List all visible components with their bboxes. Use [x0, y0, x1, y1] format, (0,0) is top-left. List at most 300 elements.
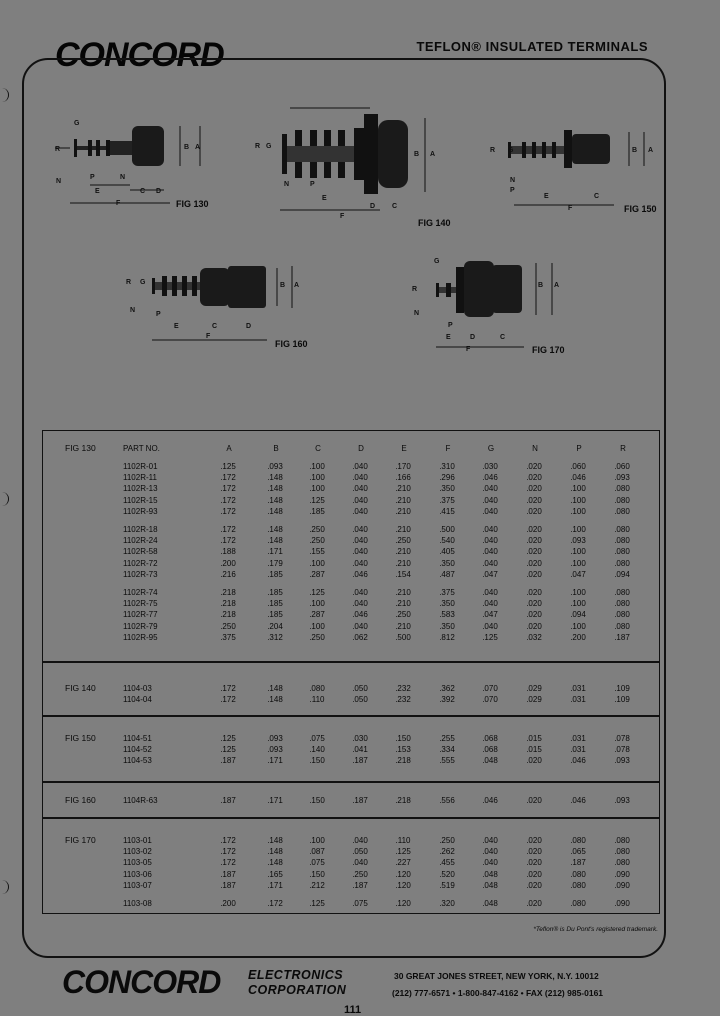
binder-hole-mark	[0, 88, 9, 102]
dimension-value: .047	[482, 569, 498, 579]
dimension-value: .392	[439, 695, 455, 705]
dimension-value: .046	[570, 473, 586, 483]
table-group-fig-130	[42, 430, 660, 662]
dim-label-e: E	[174, 323, 179, 330]
dimension-value: .210	[395, 599, 411, 609]
dimension-value: .120	[395, 869, 411, 879]
dimension-value: .080	[614, 495, 630, 505]
dimension-value: .125	[220, 745, 236, 755]
part-number: 1102R-58	[123, 547, 158, 557]
dimension-value: .094	[570, 610, 586, 620]
dimension-value: .218	[220, 588, 236, 597]
dim-label-d: D	[156, 188, 162, 195]
dimension-value: .172	[220, 836, 236, 845]
dimension-value: .100	[570, 621, 586, 631]
dimension-value: .093	[614, 473, 630, 483]
dim-label-r: R	[55, 146, 61, 153]
dimension-value: .350	[439, 484, 455, 494]
dimension-value: .334	[439, 745, 455, 755]
dimension-value: .062	[352, 632, 368, 642]
dimension-value: .020	[526, 610, 542, 620]
dimension-value: .048	[482, 899, 498, 908]
dimension-value: .080	[614, 858, 630, 868]
dimension-value: .093	[267, 462, 283, 471]
dim-label-f: F	[568, 205, 573, 212]
dimension-value: .148	[267, 858, 283, 868]
table-fig-label: FIG 130	[65, 443, 96, 453]
dimension-value: .068	[482, 734, 498, 743]
table-fig-label: FIG 160	[65, 795, 96, 805]
dimension-value: .232	[395, 695, 411, 705]
dimension-value: .040	[482, 621, 498, 631]
dimension-value: .100	[570, 588, 586, 597]
dimension-value: .041	[352, 745, 368, 755]
dimension-value: .172	[220, 506, 236, 516]
dimension-value: .405	[439, 547, 455, 557]
dim-label-g: G	[508, 147, 514, 154]
dimension-value: .487	[439, 569, 455, 579]
part-number: 1102R-75	[123, 599, 158, 609]
dimension-value: .500	[439, 525, 455, 534]
table-row	[43, 744, 661, 755]
dimension-value: .040	[352, 495, 368, 505]
dimension-value: .015	[526, 745, 542, 755]
table-header-row	[43, 443, 661, 454]
company-name-line1: ELECTRONICS	[248, 968, 344, 982]
dimension-value: .020	[526, 484, 542, 494]
dimension-value: .020	[526, 796, 542, 805]
dimension-value: .120	[395, 880, 411, 890]
dimension-value: .218	[395, 756, 411, 766]
dimension-value: .046	[352, 569, 368, 579]
dimension-value: .078	[614, 734, 630, 743]
table-row	[43, 461, 661, 472]
dimension-value: .046	[570, 796, 586, 805]
dimension-value: .287	[309, 610, 325, 620]
dimension-value: .310	[439, 462, 455, 471]
table-row	[43, 587, 661, 598]
dimension-value: .031	[570, 695, 586, 705]
table-fig-label: FIG 170	[65, 835, 96, 845]
dimension-value: .080	[570, 869, 586, 879]
dimension-value: .093	[570, 536, 586, 546]
dimension-value: .100	[309, 473, 325, 483]
part-number: 1102R-01	[123, 462, 158, 471]
table-row	[43, 795, 661, 806]
dim-label-f: F	[116, 200, 121, 207]
dimension-value: .100	[309, 599, 325, 609]
dimension-value: .040	[482, 525, 498, 534]
dimension-value: .040	[352, 588, 368, 597]
part-number: 1103-01	[123, 836, 152, 845]
table-row	[43, 880, 661, 891]
column-header: G	[487, 444, 495, 453]
dimension-value: .040	[482, 495, 498, 505]
dimension-value: .100	[570, 547, 586, 557]
dim-label-n2: N	[120, 174, 126, 181]
dimension-value: .148	[267, 484, 283, 494]
fig-150-drawing	[484, 120, 664, 215]
dimension-value: .153	[395, 745, 411, 755]
dim-label-f: F	[206, 333, 211, 340]
dimension-value: .109	[614, 695, 630, 705]
dimension-table	[42, 430, 660, 914]
dimension-value: .110	[395, 836, 411, 845]
fig-150-label: FIG 150	[624, 204, 657, 214]
table-row	[43, 506, 661, 517]
dim-label-d: D	[370, 203, 376, 210]
part-number: 1103-08	[123, 899, 152, 908]
dimension-value: .171	[267, 756, 283, 766]
dimension-value: .540	[439, 536, 455, 546]
dimension-value: .172	[220, 484, 236, 494]
dimension-value: .210	[395, 558, 411, 568]
column-header: N	[532, 444, 538, 453]
dimension-value: .080	[614, 525, 630, 534]
dim-label-e: E	[544, 193, 549, 200]
dimension-value: .287	[309, 569, 325, 579]
dimension-value: .020	[526, 547, 542, 557]
dimension-value: .040	[352, 558, 368, 568]
table-row	[43, 535, 661, 546]
dim-label-n: N	[56, 178, 62, 185]
table-row	[43, 524, 661, 535]
dimension-value: .148	[267, 495, 283, 505]
dimension-value: .100	[309, 484, 325, 494]
fig-160-label: FIG 160	[275, 339, 308, 349]
dimension-value: .210	[395, 495, 411, 505]
dimension-value: .065	[570, 847, 586, 857]
table-group-fig-170	[42, 818, 660, 914]
dim-label-c: C	[392, 203, 398, 210]
dim-label-b: B	[632, 147, 638, 154]
dimension-value: .075	[352, 899, 368, 908]
column-header: C	[315, 444, 321, 453]
company-name	[248, 968, 346, 998]
dimension-value: .080	[614, 536, 630, 546]
dim-label-g: G	[74, 120, 80, 127]
part-number: 1102R-13	[123, 484, 158, 494]
dimension-value: .093	[614, 756, 630, 766]
dimension-value: .100	[570, 525, 586, 534]
dimension-value: .046	[570, 756, 586, 766]
dimension-value: .100	[309, 558, 325, 568]
dimension-value: .080	[309, 684, 325, 693]
dimension-value: .029	[526, 695, 542, 705]
dimension-value: .080	[614, 610, 630, 620]
dimension-value: .350	[439, 621, 455, 631]
dimension-value: .185	[267, 610, 283, 620]
dimension-value: .148	[267, 536, 283, 546]
dimension-value: .110	[309, 695, 325, 705]
dim-label-a: A	[648, 147, 654, 154]
dimension-value: .100	[309, 621, 325, 631]
dim-label-g: G	[434, 258, 440, 265]
column-header: P	[576, 444, 582, 453]
dimension-value: .148	[267, 525, 283, 534]
dim-label-b: B	[184, 144, 190, 151]
dimension-value: .556	[439, 796, 455, 805]
dimension-value: .375	[439, 495, 455, 505]
dimension-value: .172	[220, 684, 236, 693]
column-header: B	[273, 444, 279, 453]
dimension-value: .218	[395, 796, 411, 805]
column-header: PART NO.	[123, 444, 160, 453]
dimension-value: .125	[309, 899, 325, 908]
dim-label-p: P	[510, 187, 515, 194]
dimension-value: .093	[614, 796, 630, 805]
column-header: E	[401, 444, 407, 453]
dimension-value: .150	[309, 796, 325, 805]
table-row	[43, 483, 661, 494]
dimension-value: .080	[614, 588, 630, 597]
part-number: 1102R-72	[123, 558, 158, 568]
dimension-value: .583	[439, 610, 455, 620]
dimension-value: .320	[439, 899, 455, 908]
dim-label-p: P	[156, 311, 161, 318]
dim-label-e: E	[322, 195, 327, 202]
dimension-value: .187	[614, 632, 630, 642]
dimension-value: .080	[570, 899, 586, 908]
dimension-value: .187	[220, 796, 236, 805]
dimension-value: .204	[267, 621, 283, 631]
dimension-value: .020	[526, 506, 542, 516]
fig-140-label: FIG 140	[418, 218, 451, 228]
dimension-value: .048	[482, 869, 498, 879]
fig-170-label: FIG 170	[532, 345, 565, 355]
part-number: 1102R-11	[123, 473, 157, 483]
part-number: 1104-04	[123, 695, 152, 705]
dimension-value: .350	[439, 558, 455, 568]
table-row	[43, 472, 661, 483]
dimension-value: .100	[570, 506, 586, 516]
dimension-value: .210	[395, 621, 411, 631]
dimension-value: .080	[614, 558, 630, 568]
dimension-value: .090	[614, 880, 630, 890]
dim-label-p: P	[310, 181, 315, 188]
dimension-value: .185	[309, 506, 325, 516]
fig-170-drawing	[406, 253, 566, 353]
column-header: D	[358, 444, 364, 453]
dimension-value: .125	[482, 632, 498, 642]
dimension-value: .150	[309, 869, 325, 879]
table-row	[43, 621, 661, 632]
dimension-value: .120	[395, 899, 411, 908]
dimension-value: .250	[220, 621, 236, 631]
dimension-value: .068	[482, 745, 498, 755]
dim-label-e: E	[446, 334, 451, 341]
dimension-value: .031	[570, 684, 586, 693]
dimension-value: .020	[526, 858, 542, 868]
dimension-value: .171	[267, 880, 283, 890]
dim-label-f: F	[340, 213, 345, 220]
dimension-value: .100	[309, 462, 325, 471]
dimension-value: .040	[482, 599, 498, 609]
dimension-value: .046	[482, 473, 498, 483]
dimension-value: .040	[352, 621, 368, 631]
dimension-value: .020	[526, 462, 542, 471]
column-header: R	[620, 444, 626, 453]
dim-label-r: R	[126, 279, 132, 286]
dimension-value: .020	[526, 558, 542, 568]
dimension-value: .080	[570, 880, 586, 890]
dimension-value: .040	[352, 473, 368, 483]
dim-label-c: C	[500, 334, 506, 341]
dim-label-c: C	[212, 323, 218, 330]
dimension-value: .020	[526, 847, 542, 857]
part-number: 1104-53	[123, 756, 152, 766]
dimension-value: .040	[352, 599, 368, 609]
part-number: 1103-02	[123, 847, 152, 857]
table-row	[43, 609, 661, 620]
dimension-value: .519	[439, 880, 455, 890]
dimension-value: .020	[526, 536, 542, 546]
column-header: F	[445, 444, 451, 453]
dimension-value: .250	[309, 536, 325, 546]
dimension-value: .185	[267, 569, 283, 579]
dimension-value: .040	[352, 836, 368, 845]
dimension-value: .040	[482, 558, 498, 568]
dim-label-p: P	[448, 322, 453, 329]
table-row	[43, 569, 661, 580]
table-group-fig-150	[42, 716, 660, 782]
dimension-value: .020	[526, 569, 542, 579]
table-row	[43, 683, 661, 694]
dim-label-c: C	[140, 188, 146, 195]
dimension-value: .048	[482, 880, 498, 890]
dimension-value: .148	[267, 684, 283, 693]
dim-label-r: R	[255, 143, 261, 150]
part-number: 1103-07	[123, 880, 152, 890]
concord-logo: CONCORD	[55, 36, 224, 74]
dimension-value: .166	[395, 473, 411, 483]
table-row	[43, 632, 661, 643]
dimension-value: .148	[267, 473, 283, 483]
dimension-value: .020	[526, 836, 542, 845]
part-number: 1104-52	[123, 745, 152, 755]
dim-label-r: R	[490, 147, 496, 154]
dimension-value: .050	[352, 684, 368, 693]
dimension-value: .047	[570, 569, 586, 579]
dimension-value: .148	[267, 695, 283, 705]
page-title: TEFLON® INSULATED TERMINALS	[416, 39, 648, 54]
dimension-value: .555	[439, 756, 455, 766]
dimension-value: .040	[352, 462, 368, 471]
table-group-fig-160	[42, 782, 660, 818]
dimension-value: .172	[220, 473, 236, 483]
concord-logo-footer: CONCORD	[62, 964, 221, 1000]
dimension-value: .094	[614, 569, 630, 579]
table-fig-label: FIG 150	[65, 733, 96, 743]
dimension-value: .040	[352, 536, 368, 546]
dimension-value: .029	[526, 684, 542, 693]
dimension-value: .200	[570, 632, 586, 642]
dimension-value: .415	[439, 506, 455, 516]
dimension-value: .172	[220, 525, 236, 534]
dimension-value: .015	[526, 734, 542, 743]
dimension-value: .125	[309, 495, 325, 505]
dimension-value: .455	[439, 858, 455, 868]
dimension-value: .100	[570, 484, 586, 494]
part-number: 1102R-18	[123, 525, 158, 534]
dim-label-f: F	[466, 346, 471, 353]
dimension-value: .040	[352, 858, 368, 868]
dimension-value: .296	[439, 473, 455, 483]
dimension-value: .031	[570, 734, 586, 743]
dimension-value: .100	[309, 836, 325, 845]
dimension-value: .040	[352, 484, 368, 494]
dim-label-n: N	[414, 310, 420, 317]
table-fig-label: FIG 140	[65, 683, 96, 693]
dimension-value: .080	[614, 847, 630, 857]
part-number: 1104-51	[123, 734, 152, 743]
dimension-value: .100	[570, 495, 586, 505]
dim-label-n: N	[284, 181, 290, 188]
dim-label-g: G	[266, 143, 272, 150]
dimension-value: .090	[614, 869, 630, 879]
dimension-value: .171	[267, 796, 283, 805]
dimension-value: .200	[220, 558, 236, 568]
dimension-value: .080	[614, 599, 630, 609]
dimension-value: .020	[526, 525, 542, 534]
dimension-value: .050	[352, 695, 368, 705]
dimension-value: .040	[352, 506, 368, 516]
dimension-value: .020	[526, 473, 542, 483]
dimension-value: .250	[309, 632, 325, 642]
dimension-value: .154	[395, 569, 411, 579]
dimension-value: .078	[614, 745, 630, 755]
table-row	[43, 869, 661, 880]
dimension-value: .020	[526, 495, 542, 505]
dimension-value: .255	[439, 734, 455, 743]
dim-label-e: E	[95, 188, 100, 195]
dimension-value: .080	[614, 836, 630, 845]
dim-label-n: N	[130, 307, 136, 314]
dimension-value: .040	[482, 547, 498, 557]
dimension-value: .048	[482, 756, 498, 766]
dimension-value: .040	[482, 847, 498, 857]
table-row	[43, 835, 661, 846]
dim-label-a: A	[430, 151, 436, 158]
dim-label-b: B	[538, 282, 544, 289]
fig-130-label: FIG 130	[176, 199, 209, 209]
dimension-value: .087	[309, 847, 325, 857]
dimension-value: .520	[439, 869, 455, 879]
dimension-value: .140	[309, 745, 325, 755]
company-address: 30 GREAT JONES STREET, NEW YORK, N.Y. 10012	[394, 971, 599, 981]
dimension-value: .150	[395, 734, 411, 743]
binder-hole-mark	[0, 492, 9, 506]
dimension-value: .060	[614, 462, 630, 471]
dimension-value: .375	[220, 632, 236, 642]
dimension-value: .262	[439, 847, 455, 857]
dimension-value: .148	[267, 847, 283, 857]
dimension-value: .350	[439, 599, 455, 609]
dimension-value: .172	[267, 899, 283, 908]
dimension-value: .155	[309, 547, 325, 557]
dimension-value: .210	[395, 484, 411, 494]
dimension-value: .125	[220, 734, 236, 743]
dimension-value: .362	[439, 684, 455, 693]
dimension-value: .172	[220, 858, 236, 868]
part-number: 1102R-77	[123, 610, 158, 620]
dim-label-d: D	[246, 323, 252, 330]
dimension-value: .020	[526, 621, 542, 631]
dimension-value: .060	[570, 462, 586, 471]
dimension-value: .218	[220, 599, 236, 609]
dimension-value: .020	[526, 899, 542, 908]
dimension-value: .210	[395, 525, 411, 534]
